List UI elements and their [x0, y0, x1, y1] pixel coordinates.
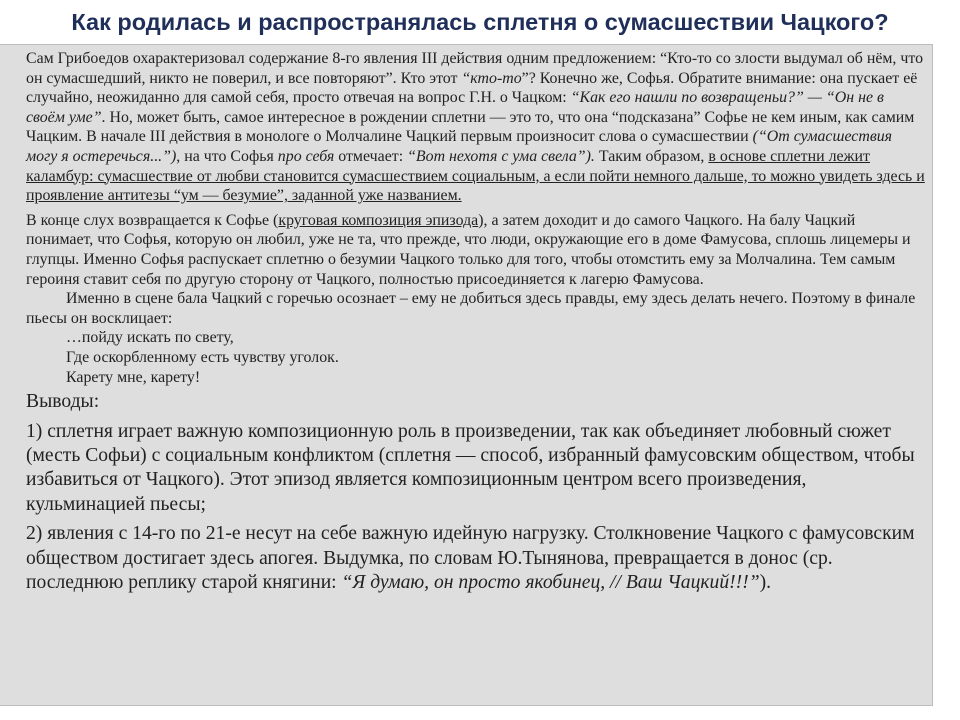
p2-text-1: В конце слух возвращается к Софье ( [26, 211, 279, 229]
content-panel [0, 44, 933, 706]
p1-quote-1: “кто-то [461, 69, 522, 87]
verse-line-2: Где оскорбленному есть чувству уголок. [66, 348, 339, 366]
p1-text-6: Таким образом, [594, 147, 709, 165]
p1-quote-3: (“От сумасшествия могу я остеречься...”) [26, 128, 893, 165]
conclusion-1: 1) сплетня играет важную композиционную роль в произведении, так как объединяет любовный сюжет (месть Софьи) с социальным конфликтом (сплетня — способ, избранный фамусовским обществом, чтобы избавиться от Чацкого). Этот эпизод является композиционным центром всего произведения, кульминацией пьесы; [26, 420, 915, 515]
p1-text-4: , на что Софья [176, 147, 278, 165]
c2-text-2: ). [759, 571, 772, 593]
slide-title: Как родилась и распространялась сплетня о сумасшествии Чацкого? [71, 9, 889, 35]
c2-quote: “Я думаю, он просто якобинец, // Ваш Чацкий!!!” [341, 571, 760, 593]
conclusion-2 [26, 522, 926, 595]
p1-text-5: отмечает: [334, 147, 408, 165]
verse-line-1: …пойду искать по свету, [66, 329, 234, 347]
c2-text-1: 2) явления с 14-го по 21-е несут на себе важную идейную нагрузку. Столкновение Чацкого с фамусовским обществом достигает здесь апогея. Выдумка, по словам Ю.Тынянова, превращается в донос (ср. последнюю реплику старой княгини: [26, 523, 915, 593]
slide-body [26, 49, 926, 595]
p2-underlined-composition: круговая композиция эпизода [278, 211, 479, 229]
p1-text-3: . Но, может быть, самое интересное в рождении сплетни — это то, что она “подсказана” Софье не кем иным, как самим Чацким. В начале III действия в монологе о Молчалине Чацкий первым произносит слова о сумасшествии [26, 108, 915, 146]
paragraph-rumor-returns [26, 211, 926, 289]
p1-text-1: Сам Грибоедов охарактеризовал содержание 8-го явления III действия одним предложением: “Кто-то со злости выдумал об нём, что он сумасшедший, никто не поверил, и все повторяют”. Кто этот [26, 50, 924, 87]
verse-line-3: Карету мне, карету! [66, 368, 201, 386]
p1-underlined-conclusion: в основе сплетни лежит каламбур: сумасшествие от любви становится сумасшествием социальным, а если пойти немного дальше, то можно увидеть здесь и проявление антитезы “ум — безумие”, заданной уже названием. [26, 147, 925, 205]
p1-quote-4: про себя [277, 147, 335, 165]
paragraph-griboedov [26, 49, 926, 206]
p1-text-2: ”? Конечно же, Софья. Обратите внимание: она пускает её случайно, неожиданно для самой себя, просто отвечая на вопрос Г.Н. о Чацком: [26, 69, 918, 107]
conclusions-heading: Выводы: [26, 391, 100, 413]
paragraph-ball-scene: Именно в сцене бала Чацкий с горечью осознает – ему не добиться здесь правды, ему здесь делать нечего. Поэтому в финале пьесы он восклицает: [26, 290, 916, 327]
p1-quote-5: “Вот нехотя с ума свела”). [407, 147, 595, 165]
p1-quote-2: “Как его нашли по возвращеньи?” — “Он не в своём уме” [26, 89, 884, 126]
p2-text-2: ), а затем доходит и до самого Чацкого. На балу Чацкий понимает, что Софья, которую он любил, уже не та, что прежде, что люди, окружающие его в доме Фамусова, сплошь лицемеры и глупцы. Именно Софья распускает сплетню о безумии Чацкого только для того, чтобы отомстить ему за Молчалина. Тем самым героиня ставит себя по другую сторону от Чацкого, полностью присоединяется к лагерю Фамусова. [26, 211, 911, 288]
